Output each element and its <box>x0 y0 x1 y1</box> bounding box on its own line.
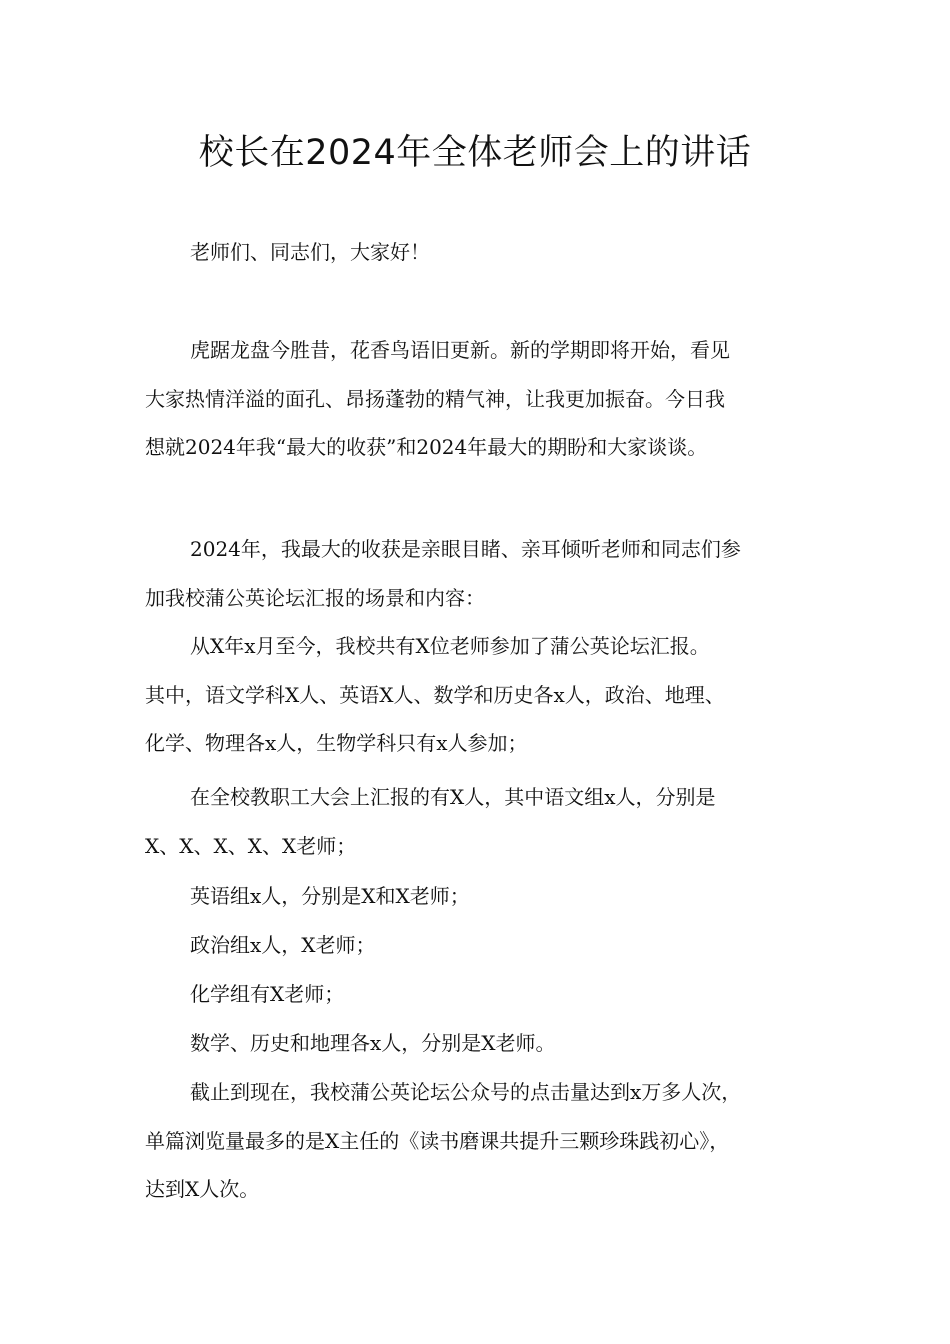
paragraph-opening <box>145 326 825 472</box>
paragraph-staff-meeting <box>145 773 825 870</box>
paragraph-politics-group <box>145 921 825 970</box>
text-line: 从X年x月至今，我校共有X位老师参加了蒲公英论坛汇报。 <box>190 634 710 658</box>
paragraph-clicks <box>145 1068 825 1214</box>
paragraph-english-group <box>145 872 825 921</box>
text-line: 单篇浏览量最多的是X主任的《读书磨课共提升三颗珍珠践初心》， <box>145 1128 730 1153</box>
document-title: 校长在2024年全体老师会上的讲话 <box>198 133 752 173</box>
text-line: 化学、物理各x人，生物学科只有x人参加； <box>145 731 528 755</box>
text-line: 截止到现在，我校蒲公英论坛公众号的点击量达到x万多人次， <box>190 1080 742 1104</box>
text-line: 英语组x人，分别是X和X老师； <box>190 884 470 908</box>
text-line: 加我校蒲公英论坛汇报的场景和内容： <box>145 585 485 610</box>
paragraph-chemistry-group <box>145 970 825 1019</box>
text-line: X、X、X、X、X老师； <box>145 833 357 858</box>
text-line: 达到X人次。 <box>145 1177 260 1201</box>
paragraph-harvest <box>145 525 825 622</box>
text-line: 大家热情洋溢的面孔、昂扬蓬勃的精气神，让我更加振奋。今日我 <box>145 386 725 411</box>
text-line: 数学、历史和地理各x人，分别是X老师。 <box>190 1031 556 1055</box>
text-line: 老师们、同志们，大家好！ <box>190 240 430 264</box>
text-line: 想就2024年我“最大的收获”和2024年最大的期盼和大家谈谈。 <box>145 435 708 459</box>
text-line: 2024年，我最大的收获是亲眼目睹、亲耳倾听老师和同志们参 <box>190 537 741 561</box>
paragraph-forum-stats <box>145 622 825 768</box>
greeting-paragraph <box>145 228 825 277</box>
text-line: 在全校教职工大会上汇报的有X人，其中语文组x人，分别是 <box>190 785 716 809</box>
paragraph-math-history-geo <box>145 1019 825 1068</box>
text-line: 化学组有X老师； <box>190 982 345 1006</box>
text-line: 政治组x人，X老师； <box>190 933 376 957</box>
text-line: 其中，语文学科X人、英语X人、数学和历史各x人，政治、地理、 <box>145 682 725 707</box>
text-line: 虎踞龙盘今胜昔，花香鸟语旧更新。新的学期即将开始，看见 <box>190 338 730 362</box>
